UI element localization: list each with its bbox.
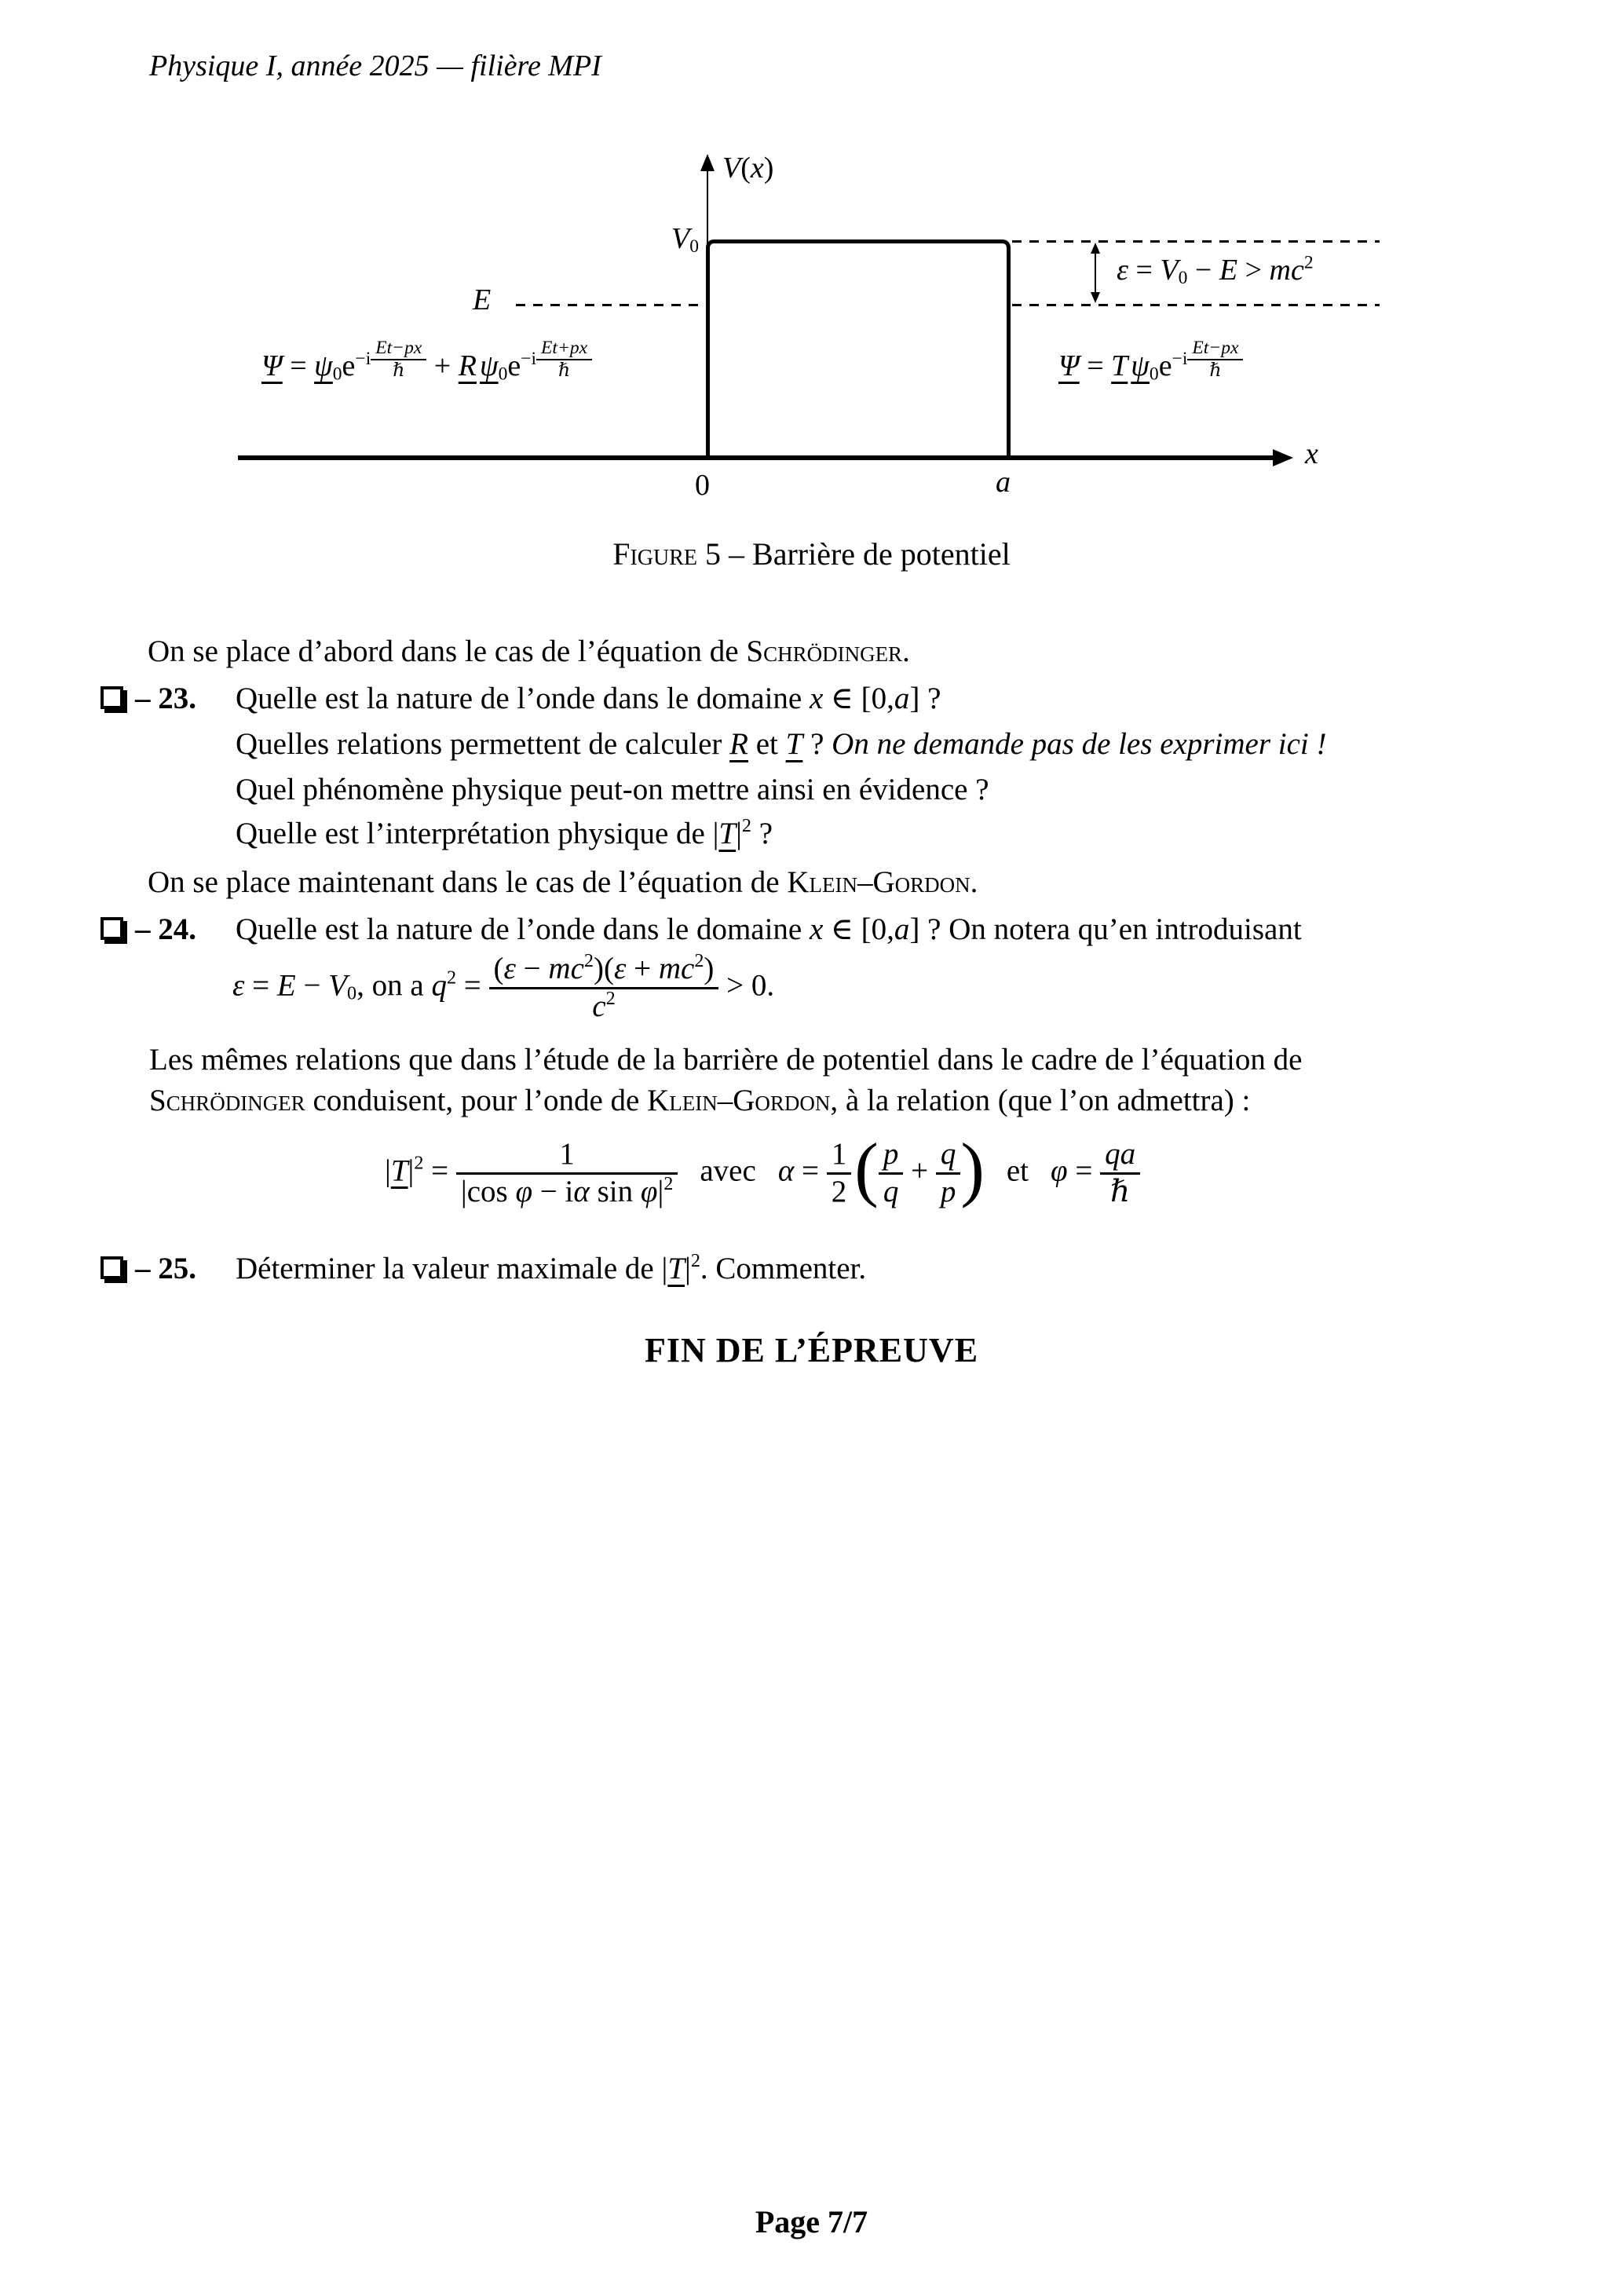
origin-label: 0 [695, 469, 710, 502]
relations-paragraph-line-2: Schrödinger conduisent, pour l’onde de Klein–Gordon, à la relation (que l’on admettra) : [149, 1084, 1251, 1117]
figure-caption: Figure 5 – Barrière de potentiel [612, 536, 1011, 572]
question-25-line-1: Déterminer la valeur maximale de $|T|^2$. Commenter. [236, 1250, 867, 1285]
energy-dash-right [1012, 304, 1380, 306]
intro-klein-gordon: On se place maintenant dans le cas de l’équation de Klein–Gordon. [148, 865, 978, 899]
page-number: Page 7/7 [755, 2204, 868, 2239]
intro-schrodinger: On se place d’abord dans le cas de l’équation de Schrödinger. [148, 634, 910, 668]
question-23-line-1: Quelle est la nature de l’onde dans le domaine x ∈ [0,a] ? [236, 682, 941, 715]
question-23-line-3: Quel phénomène physique peut-on mettre ainsi en évidence ? [236, 773, 989, 806]
energy-label: E [473, 283, 492, 316]
v0-dash-right [1012, 240, 1380, 243]
question-23-line-4: Quelle est l’interprétation physique de $|T|^2$ ? [236, 815, 773, 850]
incident-wave-formula: $\Psi = \psi_0e^{-i \frac{Et-px}{\text{ℏ}}}$ + R $\psi_0e^{-i \frac{Et+px}{\text{ℏ}}}$ [261, 338, 592, 385]
energy-dash-left [516, 304, 706, 306]
barrier-width-label: a [996, 466, 1011, 499]
page-header: Physique I, année 2025 — filière MPI [149, 49, 601, 82]
transmission-formula: $|T|^2$ = $\frac{1}{|\cos \varphi - i\alpha \sin \varphi|^2}$ avec α = $\frac{1}{2}$ ( $\frac{p}{q}$ + $\frac{q}{p}$ ) et φ = $\frac{qa}{\text{ℏ}}$ [385, 1137, 1140, 1210]
transmitted-wave-formula: Ψ = T $\psi_0e^{-i \frac{Et-px}{\text{ℏ}}}$ [1058, 338, 1243, 385]
question-25-marker: – 25. [135, 1252, 196, 1285]
v-axis-label: V(x) [722, 152, 774, 185]
end-of-exam-label: FIN DE L’ÉPREUVE [644, 1331, 979, 1369]
question-23-line-2: Quelles relations permettent de calculer R et T ? On ne demande pas de les exprimer ici ! [236, 727, 1327, 761]
checkbox-icon [101, 1256, 123, 1279]
relations-paragraph-line-1: Les mêmes relations que dans l’étude de la barrière de potentiel dans le cadre de l’équation de [149, 1043, 1303, 1077]
x-axis-arrow-icon [1273, 449, 1293, 466]
question-24-line-1: Quelle est la nature de l’onde dans le domaine x ∈ [0,a] ? On notera qu’en introduisant [236, 912, 1302, 946]
question-24-formula: $\varepsilon = E - V_0$, on a $q^2$ = $\frac{(\varepsilon - mc^2)(\varepsilon + mc^2)}{c^2}$ > 0. [232, 950, 775, 1023]
question-24-marker: – 24. [135, 912, 196, 946]
epsilon-label: $\varepsilon = V_0 - E > mc^2$ [1117, 252, 1314, 289]
checkbox-icon [101, 686, 123, 709]
v-axis-arrow-icon [700, 154, 715, 171]
potential-barrier [706, 239, 1011, 458]
v0-label: $V_0$ [671, 222, 699, 258]
checkbox-icon [101, 917, 123, 940]
x-axis-label: x [1305, 437, 1318, 470]
question-23-marker: – 23. [135, 682, 196, 715]
